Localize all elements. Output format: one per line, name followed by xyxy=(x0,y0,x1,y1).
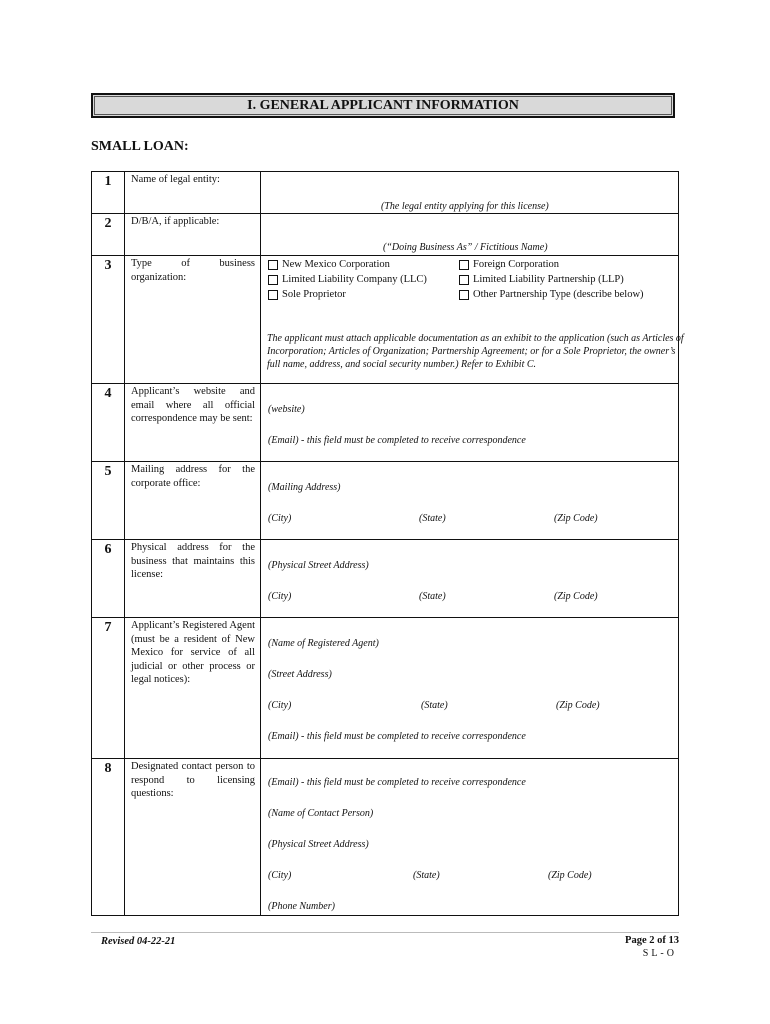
zip-hint: (Zip Code) xyxy=(556,700,600,711)
row-number: 2 xyxy=(92,214,125,256)
row-label: Mailing address for the corporate office: xyxy=(125,462,261,540)
email-hint: (Email) - this field must be completed to receive correspondence xyxy=(268,435,526,446)
row-label: Physical address for the business that maintains this license: xyxy=(125,540,261,618)
city-hint: (City) xyxy=(268,700,292,711)
documentation-note: The applicant must attach applicable documentation as an exhibit to the application (such as Articles of Incorporation; Articles of Organization; Partnership Agreement; or for a Sole Proprietor, the owner’s full name, address, and social security number.) Refer to Exhibit C. xyxy=(267,333,684,370)
footer-divider xyxy=(91,932,679,933)
table-row xyxy=(92,759,679,916)
email-hint: (Email) - this field must be completed to receive correspondence xyxy=(268,777,526,788)
checkbox[interactable] xyxy=(459,275,469,285)
row-label: D/B/A, if applicable: xyxy=(125,214,261,256)
option-nm-corporation[interactable]: New Mexico Corporation xyxy=(268,259,390,270)
row-label: Applicant’s Registered Agent (must be a resident of New Mexico for service of all judicial or other process or legal notices): xyxy=(125,618,261,759)
zip-hint: (Zip Code) xyxy=(554,513,598,524)
page-number: Page 2 of 13 xyxy=(625,935,679,946)
state-hint: (State) xyxy=(419,513,446,524)
row-label: Name of legal entity: xyxy=(125,172,261,214)
table-row xyxy=(92,214,679,256)
row-label: Applicant’s website and email where all official correspondence may be sent: xyxy=(125,384,261,462)
section-title: I. GENERAL APPLICANT INFORMATION xyxy=(247,97,519,113)
revision-date: Revised 04-22-21 xyxy=(101,936,176,947)
table-row xyxy=(92,384,679,462)
table-row xyxy=(92,256,679,384)
address-hint: (Mailing Address) xyxy=(268,482,341,493)
row-number: 3 xyxy=(92,256,125,384)
website-hint: (website) xyxy=(268,404,305,415)
address-hint: (Physical Street Address) xyxy=(268,560,369,571)
website-email-field[interactable] xyxy=(261,384,679,462)
state-hint: (State) xyxy=(421,700,448,711)
state-hint: (State) xyxy=(419,591,446,602)
row-number: 1 xyxy=(92,172,125,214)
table-row xyxy=(92,172,679,214)
row-number: 7 xyxy=(92,618,125,759)
email-hint: (Email) - this field must be completed to receive correspondence xyxy=(268,731,526,742)
street-hint: (Physical Street Address) xyxy=(268,839,369,850)
city-hint: (City) xyxy=(268,591,292,602)
application-table xyxy=(91,171,684,916)
city-hint: (City) xyxy=(268,870,292,881)
business-type-field xyxy=(261,256,684,384)
legal-entity-field[interactable] xyxy=(261,172,679,214)
physical-address-field[interactable] xyxy=(261,540,679,618)
contact-hint: (Name of Contact Person) xyxy=(268,808,374,819)
form-code: SL-O xyxy=(642,948,677,959)
section-header xyxy=(91,93,675,118)
table-row xyxy=(92,462,679,540)
option-other-partnership[interactable]: Other Partnership Type (describe below) xyxy=(459,289,644,300)
checkbox[interactable] xyxy=(459,290,469,300)
subheading: SMALL LOAN: xyxy=(91,139,189,154)
checkbox[interactable] xyxy=(268,260,278,270)
field-hint: (“Doing Business As” / Fictitious Name) xyxy=(383,242,548,253)
state-hint: (State) xyxy=(413,870,440,881)
checkbox[interactable] xyxy=(268,275,278,285)
row-number: 8 xyxy=(92,759,125,916)
mailing-address-field[interactable] xyxy=(261,462,679,540)
city-hint: (City) xyxy=(268,513,292,524)
zip-hint: (Zip Code) xyxy=(548,870,592,881)
option-llc[interactable]: Limited Liability Company (LLC) xyxy=(268,274,427,285)
zip-hint: (Zip Code) xyxy=(554,591,598,602)
registered-agent-field[interactable] xyxy=(261,618,679,759)
option-llp[interactable]: Limited Liability Partnership (LLP) xyxy=(459,274,624,285)
table-row xyxy=(92,540,679,618)
table-row xyxy=(92,618,679,759)
checkbox[interactable] xyxy=(268,290,278,300)
phone-hint: (Phone Number) xyxy=(268,901,335,912)
street-hint: (Street Address) xyxy=(268,669,332,680)
row-label: Type of business organization: xyxy=(125,256,261,384)
row-number: 4 xyxy=(92,384,125,462)
option-foreign-corporation[interactable]: Foreign Corporation xyxy=(459,259,559,270)
option-sole-proprietor[interactable]: Sole Proprietor xyxy=(268,289,346,300)
field-hint: (The legal entity applying for this license) xyxy=(381,201,549,212)
dba-field[interactable] xyxy=(261,214,679,256)
agent-hint: (Name of Registered Agent) xyxy=(268,638,379,649)
contact-person-field[interactable] xyxy=(261,759,679,916)
checkbox[interactable] xyxy=(459,260,469,270)
row-label: Designated contact person to respond to licensing questions: xyxy=(125,759,261,916)
row-number: 5 xyxy=(92,462,125,540)
row-number: 6 xyxy=(92,540,125,618)
